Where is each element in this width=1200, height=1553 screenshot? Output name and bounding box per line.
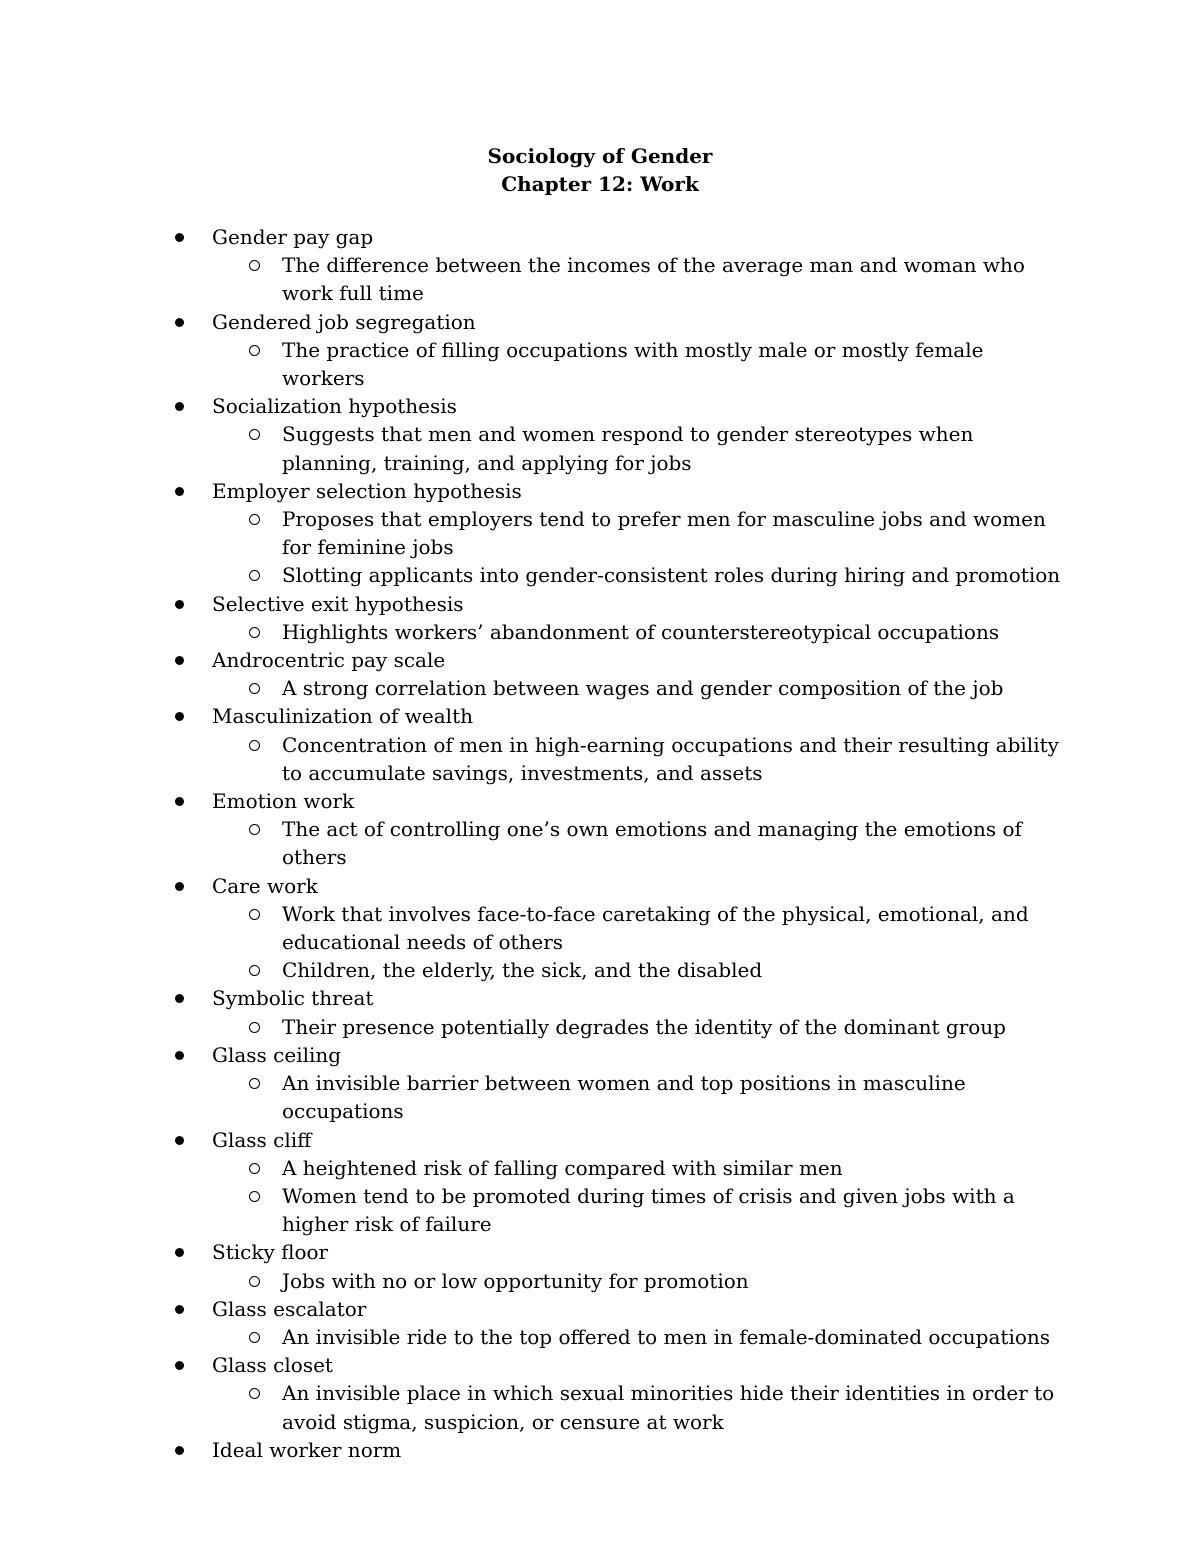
definition-list — [212, 1154, 1200, 1239]
definition-list — [212, 1323, 1200, 1351]
term-label: Glass closet — [212, 1353, 333, 1378]
term-item — [0, 1295, 1200, 1351]
bullet-icon — [175, 487, 184, 496]
circle-bullet-icon — [249, 1078, 260, 1089]
definition-item — [282, 1267, 1072, 1295]
term-label: Employer selection hypothesis — [212, 478, 522, 503]
definition-text: An invisible ride to the top offered to men in female-dominated occupations — [282, 1324, 1051, 1349]
circle-bullet-icon — [249, 1163, 260, 1174]
definition-list — [212, 731, 1200, 787]
term-item — [0, 308, 1200, 393]
term-label: Gendered job segregation — [212, 309, 476, 334]
definition-list — [212, 900, 1200, 985]
bullet-icon — [175, 656, 184, 665]
circle-bullet-icon — [249, 1388, 260, 1399]
definition-list — [212, 1267, 1200, 1295]
bullet-icon — [175, 797, 184, 806]
bullet-icon — [175, 1446, 184, 1455]
circle-bullet-icon — [249, 570, 260, 581]
term-label: Selective exit hypothesis — [212, 591, 464, 616]
term-item — [0, 1126, 1200, 1239]
term-label: Androcentric pay scale — [212, 648, 446, 673]
definition-item — [282, 1379, 1072, 1435]
circle-bullet-icon — [249, 1022, 260, 1033]
term-item — [0, 1351, 1200, 1436]
bullet-icon — [175, 994, 184, 1003]
definition-text: The practice of filling occupations with mostly male or mostly female workers — [282, 337, 984, 391]
bullet-icon — [175, 318, 184, 327]
circle-bullet-icon — [249, 740, 260, 751]
term-item — [0, 984, 1200, 1040]
bullet-icon — [175, 1051, 184, 1060]
circle-bullet-icon — [249, 1276, 260, 1287]
title-block — [0, 142, 1200, 198]
definition-item — [282, 336, 1072, 392]
term-label: Masculinization of wealth — [212, 704, 473, 729]
term-item — [0, 392, 1200, 477]
term-label: Glass escalator — [212, 1296, 367, 1321]
definition-item — [282, 900, 1072, 956]
definition-text: A strong correlation between wages and gender composition of the job — [282, 676, 1004, 701]
circle-bullet-icon — [249, 345, 260, 356]
circle-bullet-icon — [249, 429, 260, 440]
term-label: Emotion work — [212, 789, 355, 814]
definition-item — [282, 618, 1072, 646]
circle-bullet-icon — [249, 1191, 260, 1202]
bullet-icon — [175, 1361, 184, 1370]
term-item — [0, 646, 1200, 702]
definition-text: Proposes that employers tend to prefer men for masculine jobs and women for feminine jobs — [282, 507, 1046, 560]
definition-list — [212, 618, 1200, 646]
definition-item — [282, 251, 1072, 307]
definition-list — [212, 1013, 1200, 1041]
circle-bullet-icon — [249, 514, 260, 525]
term-list — [0, 223, 1200, 1464]
definition-list — [212, 815, 1200, 871]
term-label: Care work — [212, 873, 318, 898]
term-item — [0, 1238, 1200, 1294]
definition-item — [282, 561, 1072, 589]
chapter-title: Chapter 12: Work — [501, 172, 699, 196]
bullet-icon — [175, 402, 184, 411]
circle-bullet-icon — [249, 260, 260, 271]
definition-item — [282, 956, 1072, 984]
bullet-icon — [175, 1305, 184, 1314]
definition-text: Women tend to be promoted during times of crisis and given jobs with a higher risk of failure — [282, 1183, 1015, 1237]
term-label: Socialization hypothesis — [212, 394, 457, 419]
definition-item — [282, 1013, 1072, 1041]
circle-bullet-icon — [249, 627, 260, 638]
definition-item — [282, 815, 1072, 871]
definition-text: Their presence potentially degrades the identity of the dominant group — [282, 1014, 1006, 1039]
term-label: Symbolic threat — [212, 986, 374, 1011]
term-item — [0, 477, 1200, 590]
definition-text: Suggests that men and women respond to gender stereotypes when planning, training, and applying for jobs — [282, 422, 974, 475]
definition-text: Work that involves face-to-face caretaking of the physical, emotional, and educational needs of others — [282, 901, 1029, 955]
definition-text: Concentration of men in high-earning occupations and their resulting ability to accumulate savings, investments, and assets — [282, 732, 1059, 785]
circle-bullet-icon — [249, 1332, 260, 1343]
definition-item — [282, 505, 1072, 561]
definition-list — [212, 674, 1200, 702]
term-label: Glass cliff — [212, 1127, 312, 1152]
definition-item — [282, 420, 1072, 476]
definition-item — [282, 731, 1072, 787]
definition-item — [282, 1323, 1072, 1351]
definition-list — [212, 505, 1200, 590]
term-label: Glass ceiling — [212, 1042, 342, 1067]
definition-list — [212, 1379, 1200, 1435]
document-title: Sociology of Gender — [487, 144, 713, 168]
bullet-icon — [175, 1248, 184, 1257]
bullet-icon — [175, 233, 184, 242]
bullet-icon — [175, 600, 184, 609]
term-label: Sticky floor — [212, 1240, 329, 1265]
definition-list — [212, 420, 1200, 476]
definition-item — [282, 1182, 1072, 1238]
term-item — [0, 223, 1200, 308]
term-item — [0, 590, 1200, 646]
definition-text: Children, the elderly, the sick, and the disabled — [282, 958, 763, 983]
definition-item — [282, 1154, 1072, 1182]
bullet-icon — [175, 712, 184, 721]
term-label: Gender pay gap — [212, 225, 374, 249]
term-item — [0, 787, 1200, 872]
term-item — [0, 1041, 1200, 1126]
definition-text: A heightened risk of falling compared with similar men — [282, 1155, 843, 1180]
bullet-icon — [175, 882, 184, 891]
definition-text: Highlights workers’ abandonment of counterstereotypical occupations — [282, 619, 1000, 644]
definition-text: The difference between the incomes of the average man and woman who work full time — [282, 253, 1025, 306]
definition-text: The act of controlling one’s own emotions and managing the emotions of others — [282, 817, 1022, 870]
bullet-icon — [175, 1136, 184, 1145]
circle-bullet-icon — [249, 909, 260, 920]
definition-text: Slotting applicants into gender-consistent roles during hiring and promotion — [282, 563, 1061, 588]
circle-bullet-icon — [249, 824, 260, 835]
definition-text: Jobs with no or low opportunity for promotion — [282, 1268, 749, 1293]
term-item — [0, 872, 1200, 985]
definition-item — [282, 1069, 1072, 1125]
term-item — [0, 1436, 1200, 1464]
circle-bullet-icon — [249, 965, 260, 976]
definition-text: An invisible place in which sexual minorities hide their identities in order to avoid stigma, suspicion, or censure at work — [282, 1381, 1055, 1434]
circle-bullet-icon — [249, 683, 260, 694]
term-item — [0, 702, 1200, 787]
definition-list — [212, 1069, 1200, 1125]
definition-item — [282, 674, 1072, 702]
definition-text: An invisible barrier between women and top positions in masculine occupations — [282, 1071, 966, 1124]
term-label: Ideal worker norm — [212, 1437, 402, 1462]
definition-list — [212, 251, 1200, 307]
definition-list — [212, 336, 1200, 392]
